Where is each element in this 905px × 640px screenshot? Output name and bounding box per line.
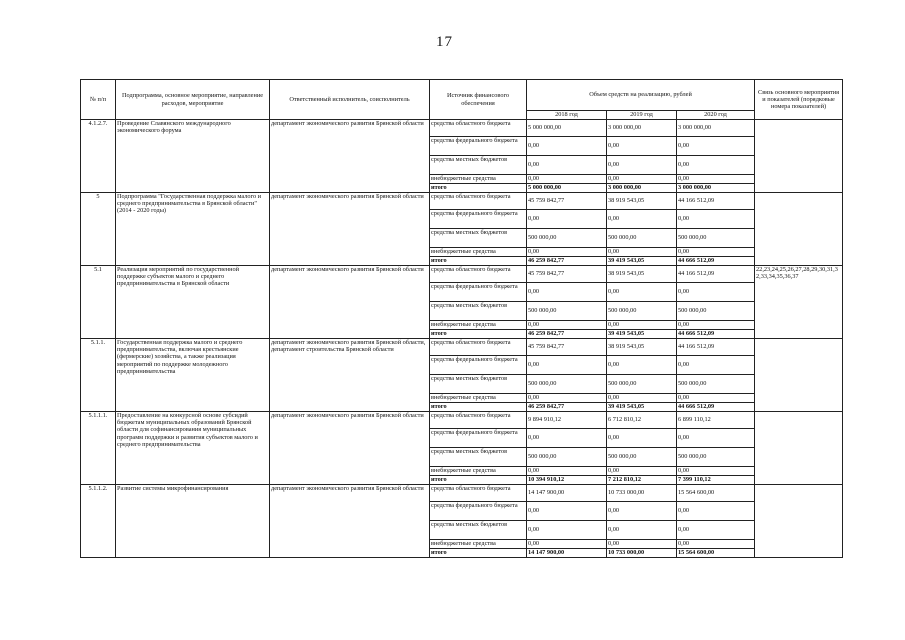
amount-2020: 44 666 512,09 xyxy=(677,257,755,266)
executor: департамент экономического развития Брянской области xyxy=(270,412,430,485)
amount-2020: 0,00 xyxy=(677,321,755,330)
funding-source: средства местных бюджетов xyxy=(430,229,527,248)
funding-source: средства областного бюджета xyxy=(430,193,527,210)
amount-2019: 7 212 810,12 xyxy=(607,476,677,485)
amount-2019: 39 419 543,05 xyxy=(607,257,677,266)
amount-2020: 6 899 110,12 xyxy=(677,412,755,429)
amount-2018: 45 759 842,77 xyxy=(527,339,607,356)
executor: департамент экономического развития Брянской области xyxy=(270,485,430,558)
indicator-links xyxy=(755,485,843,558)
amount-2018: 14 147 900,00 xyxy=(527,549,607,558)
indicator-links xyxy=(755,193,843,266)
amount-2019: 0,00 xyxy=(607,248,677,257)
amount-2018: 500 000,00 xyxy=(527,375,607,394)
amount-2020: 3 000 000,00 xyxy=(677,184,755,193)
amount-2018: 500 000,00 xyxy=(527,302,607,321)
amount-2020: 44 166 512,09 xyxy=(677,193,755,210)
amount-2018: 0,00 xyxy=(527,429,607,448)
amount-2019: 3 000 000,00 xyxy=(607,184,677,193)
funding-source: средства местных бюджетов xyxy=(430,521,527,540)
amount-2018: 14 147 900,00 xyxy=(527,485,607,502)
header-program: Подпрограмма, основное мероприятие, направление расходов, мероприятие xyxy=(116,80,270,120)
amount-2019: 0,00 xyxy=(607,502,677,521)
amount-2018: 0,00 xyxy=(527,467,607,476)
header-link: Связь основного мероприятия и показателей (порядковые номера показателей) xyxy=(755,80,843,120)
funding-source: средства местных бюджетов xyxy=(430,375,527,394)
amount-2018: 500 000,00 xyxy=(527,448,607,467)
amount-2020: 44 166 512,09 xyxy=(677,266,755,283)
header-executor: Ответственный исполнитель, соисполнитель xyxy=(270,80,430,120)
amount-2020: 500 000,00 xyxy=(677,302,755,321)
amount-2018: 0,00 xyxy=(527,521,607,540)
amount-2020: 0,00 xyxy=(677,175,755,184)
amount-2018: 0,00 xyxy=(527,394,607,403)
amount-2020: 7 399 110,12 xyxy=(677,476,755,485)
amount-2020: 0,00 xyxy=(677,137,755,156)
row-number: 5.1.1.1. xyxy=(81,412,116,485)
row-number: 5.1.1. xyxy=(81,339,116,412)
funding-source: внебюджетные средства xyxy=(430,467,527,476)
funding-source: средства федерального бюджета xyxy=(430,429,527,448)
amount-2019: 39 419 543,05 xyxy=(607,403,677,412)
amount-2020: 0,00 xyxy=(677,540,755,549)
funding-source: внебюджетные средства xyxy=(430,394,527,403)
amount-2018: 46 259 842,77 xyxy=(527,257,607,266)
amount-2020: 0,00 xyxy=(677,502,755,521)
amount-2020: 500 000,00 xyxy=(677,375,755,394)
amount-2020: 15 564 600,00 xyxy=(677,549,755,558)
executor: департамент экономического развития Брянской области xyxy=(270,193,430,266)
amount-2020: 3 000 000,00 xyxy=(677,120,755,137)
amount-2020: 15 564 600,00 xyxy=(677,485,755,502)
amount-2020: 0,00 xyxy=(677,156,755,175)
program-name: Проведение Славянского международного экономического форума xyxy=(116,120,270,193)
funding-source: средства областного бюджета xyxy=(430,120,527,137)
program-name: Развитие системы микрофинансирования xyxy=(116,485,270,558)
table-row xyxy=(81,193,843,210)
amount-2019: 38 919 543,05 xyxy=(607,266,677,283)
amount-2020: 44 166 512,09 xyxy=(677,339,755,356)
row-number: 5.1.1.2. xyxy=(81,485,116,558)
page-number: 17 xyxy=(436,34,453,50)
table-row xyxy=(81,120,843,137)
funding-source: итого xyxy=(430,476,527,485)
table-row xyxy=(81,485,843,502)
table-row xyxy=(81,412,843,429)
amount-2020: 0,00 xyxy=(677,429,755,448)
header-year-2020: 2020 год xyxy=(677,111,755,120)
amount-2018: 0,00 xyxy=(527,540,607,549)
executor: департамент экономического развития Брянской области xyxy=(270,120,430,193)
amount-2018: 0,00 xyxy=(527,502,607,521)
amount-2018: 9 894 910,12 xyxy=(527,412,607,429)
amount-2020: 44 666 512,09 xyxy=(677,330,755,339)
funding-source: средства областного бюджета xyxy=(430,412,527,429)
amount-2020: 0,00 xyxy=(677,356,755,375)
amount-2018: 45 759 842,77 xyxy=(527,266,607,283)
financing-table xyxy=(80,79,843,558)
amount-2020: 44 666 512,09 xyxy=(677,403,755,412)
amount-2019: 0,00 xyxy=(607,175,677,184)
amount-2019: 0,00 xyxy=(607,283,677,302)
program-name: Реализация мероприятий по государственной поддержке субъектов малого и среднего предпринимательства в Брянской области xyxy=(116,266,270,339)
funding-source: итого xyxy=(430,549,527,558)
amount-2018: 5 000 000,00 xyxy=(527,184,607,193)
amount-2019: 3 000 000,00 xyxy=(607,120,677,137)
amount-2019: 38 919 543,05 xyxy=(607,339,677,356)
amount-2018: 5 000 000,00 xyxy=(527,120,607,137)
funding-source: средства местных бюджетов xyxy=(430,302,527,321)
amount-2019: 500 000,00 xyxy=(607,375,677,394)
funding-source: итого xyxy=(430,184,527,193)
header-volume: Объем средств на реализацию, рублей xyxy=(527,80,755,111)
amount-2019: 0,00 xyxy=(607,156,677,175)
amount-2018: 0,00 xyxy=(527,356,607,375)
table-row xyxy=(81,266,843,283)
header-year-2019: 2019 год xyxy=(607,111,677,120)
funding-source: внебюджетные средства xyxy=(430,540,527,549)
amount-2019: 0,00 xyxy=(607,321,677,330)
program-name: Предоставление на конкурсной основе субсидий бюджетам муниципальных образований Брянской области для софинансирования муниципальных программ поддержки и развития субъектов малого и среднего предпринимательства xyxy=(116,412,270,485)
amount-2019: 500 000,00 xyxy=(607,302,677,321)
indicator-links xyxy=(755,412,843,485)
amount-2018: 45 759 842,77 xyxy=(527,193,607,210)
amount-2018: 0,00 xyxy=(527,156,607,175)
funding-source: внебюджетные средства xyxy=(430,175,527,184)
table-row xyxy=(81,339,843,356)
amount-2020: 0,00 xyxy=(677,521,755,540)
amount-2019: 0,00 xyxy=(607,137,677,156)
program-name: Государственная поддержка малого и среднего предпринимательства, включая крестьянские (фермерские) хозяйства, а также реализация мероприятий по поддержке молодежного предпринимательства xyxy=(116,339,270,412)
amount-2019: 0,00 xyxy=(607,394,677,403)
funding-source: итого xyxy=(430,257,527,266)
executor: департамент экономического развития Брянской области xyxy=(270,266,430,339)
amount-2019: 500 000,00 xyxy=(607,229,677,248)
row-number: 5 xyxy=(81,193,116,266)
row-number: 5.1 xyxy=(81,266,116,339)
amount-2020: 0,00 xyxy=(677,210,755,229)
amount-2019: 6 712 810,12 xyxy=(607,412,677,429)
amount-2019: 0,00 xyxy=(607,356,677,375)
amount-2019: 39 419 543,05 xyxy=(607,330,677,339)
amount-2020: 0,00 xyxy=(677,283,755,302)
funding-source: средства местных бюджетов xyxy=(430,448,527,467)
header-num: № п/п xyxy=(81,80,116,120)
funding-source: внебюджетные средства xyxy=(430,321,527,330)
amount-2018: 46 259 842,77 xyxy=(527,403,607,412)
executor: департамент экономического развития Брянской области, департамент строительства Брянской области xyxy=(270,339,430,412)
amount-2019: 0,00 xyxy=(607,540,677,549)
funding-source: средства федерального бюджета xyxy=(430,210,527,229)
amount-2020: 500 000,00 xyxy=(677,229,755,248)
amount-2020: 0,00 xyxy=(677,248,755,257)
amount-2020: 0,00 xyxy=(677,467,755,476)
funding-source: итого xyxy=(430,403,527,412)
amount-2018: 0,00 xyxy=(527,283,607,302)
amount-2018: 0,00 xyxy=(527,137,607,156)
header-source: Источник финансового обеспечения xyxy=(430,80,527,120)
amount-2019: 10 733 000,00 xyxy=(607,485,677,502)
amount-2018: 0,00 xyxy=(527,321,607,330)
funding-source: средства федерального бюджета xyxy=(430,283,527,302)
amount-2018: 10 394 910,12 xyxy=(527,476,607,485)
funding-source: средства местных бюджетов xyxy=(430,156,527,175)
amount-2018: 500 000,00 xyxy=(527,229,607,248)
amount-2019: 10 733 000,00 xyxy=(607,549,677,558)
amount-2019: 0,00 xyxy=(607,429,677,448)
row-number: 4.1.2.7. xyxy=(81,120,116,193)
funding-source: средства областного бюджета xyxy=(430,339,527,356)
funding-source: средства федерального бюджета xyxy=(430,137,527,156)
indicator-links: 22,23,24,25,26,27,28,29,30,31,32,33,34,35,36,37 xyxy=(755,266,843,339)
funding-source: средства федерального бюджета xyxy=(430,356,527,375)
amount-2019: 0,00 xyxy=(607,521,677,540)
amount-2018: 0,00 xyxy=(527,210,607,229)
funding-source: средства областного бюджета xyxy=(430,485,527,502)
amount-2019: 500 000,00 xyxy=(607,448,677,467)
indicator-links xyxy=(755,120,843,193)
funding-source: итого xyxy=(430,330,527,339)
amount-2019: 38 919 543,05 xyxy=(607,193,677,210)
amount-2018: 0,00 xyxy=(527,175,607,184)
funding-source: средства областного бюджета xyxy=(430,266,527,283)
amount-2020: 500 000,00 xyxy=(677,448,755,467)
funding-source: средства федерального бюджета xyxy=(430,502,527,521)
amount-2019: 0,00 xyxy=(607,467,677,476)
amount-2019: 0,00 xyxy=(607,210,677,229)
amount-2018: 46 259 842,77 xyxy=(527,330,607,339)
program-name: Подпрограмма "Государственная поддержка малого и среднего предпринимательства в Брянской области" (2014 - 2020 годы) xyxy=(116,193,270,266)
header-year-2018: 2018 год xyxy=(527,111,607,120)
amount-2020: 0,00 xyxy=(677,394,755,403)
funding-source: внебюджетные средства xyxy=(430,248,527,257)
indicator-links xyxy=(755,339,843,412)
amount-2018: 0,00 xyxy=(527,248,607,257)
